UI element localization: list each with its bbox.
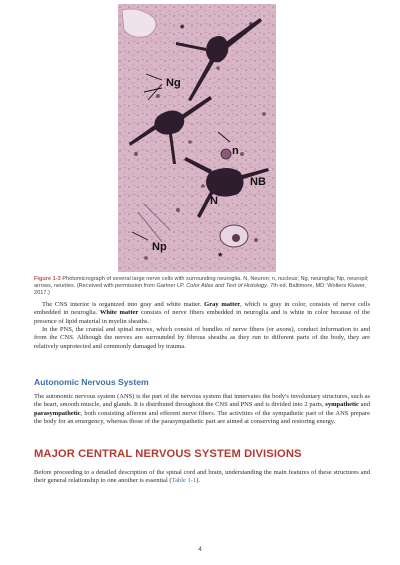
text-run: Before proceeding to a detailed description of the spinal cord and brain, understanding the main features of these structures and their general relationship to one another is essential ( [34,469,370,485]
label-nb: NB [250,176,266,188]
term-gray-matter: Gray matter [204,301,241,308]
pns-text: In the PNS, the cranial and spinal nerves, which consist of bundles of nerve fibers (or axons), conduct information to and from the CNS. Although the nerves are surrounded by fibrous sheaths as they run to different parts of the body, they are relatively unprotected and commonly damaged by trauma. [34,326,370,350]
table-reference-link[interactable]: Table 1-1 [171,477,197,485]
caption-book-title: Color Atlas and Text of Histology [186,283,267,289]
text-run: , both consisting afferent and efferent nerve fibers. The activities of the sympathetic part of the ANS prepare the body for an emergency, whereas those of the parasympathetic part are aimed at conserving and restoring energy. [34,409,370,426]
text-run: The CNS interior is organized into gray and white matter. [42,301,205,308]
figure-number: Figure 1-3 [34,276,61,282]
text-run: The autonomic nervous system (ANS) is the part of the nervous system that innervates the body's involuntary structures, such as the heart, smooth muscle, and glands. It is distributed throughout the CNS and PNS and is divided into 2 parts, [34,393,370,409]
photomicrograph-image [118,4,276,272]
label-star-top: * [180,23,185,35]
paragraph-gray-white-matter [34,301,370,326]
label-star-bottom: * [218,251,223,263]
figure-caption [34,276,370,297]
label-np: Np [152,241,167,253]
term-white-matter: White matter [99,309,139,317]
heading-major-divisions: MAJOR CENTRAL NERVOUS SYSTEM DIVISIONS [34,448,302,460]
heading-autonomic: Autonomic Nervous System [34,377,149,387]
term-sympathetic: sympathetic [325,401,359,409]
text-run: ). [196,477,200,485]
label-neuron: N [210,195,218,207]
text-run: and [358,401,370,409]
term-parasympathetic: parasympathetic [34,409,81,417]
text-run: , which is gray in color, consists of nerve cells embedded in neuroglia. [34,301,370,317]
text-run: consists of nerve fibers embedded in neuroglia and is white in color because of the presence of lipid material in myelin sheaths. [34,309,370,325]
label-ng: Ng [166,77,181,89]
caption-text-after: . 7th ed. Baltimore, MD: Wolters Kluwer, 2017.) [34,283,367,296]
photomicrograph-figure [118,4,276,272]
paragraph-ans [34,393,370,427]
label-nucleus: n [232,145,239,157]
paragraph-pns [34,326,370,351]
page-number: 4 [198,546,202,553]
caption-text-before: Photomicrograph of several large nerve cells with surrounding neuroglia. N, Neuron; n, nucleus; Ng, neuroglia; Np, neuropil; arrows, neurites. (Received with permission from Gartner LP. [34,276,369,289]
paragraph-cns-divisions [34,469,370,486]
